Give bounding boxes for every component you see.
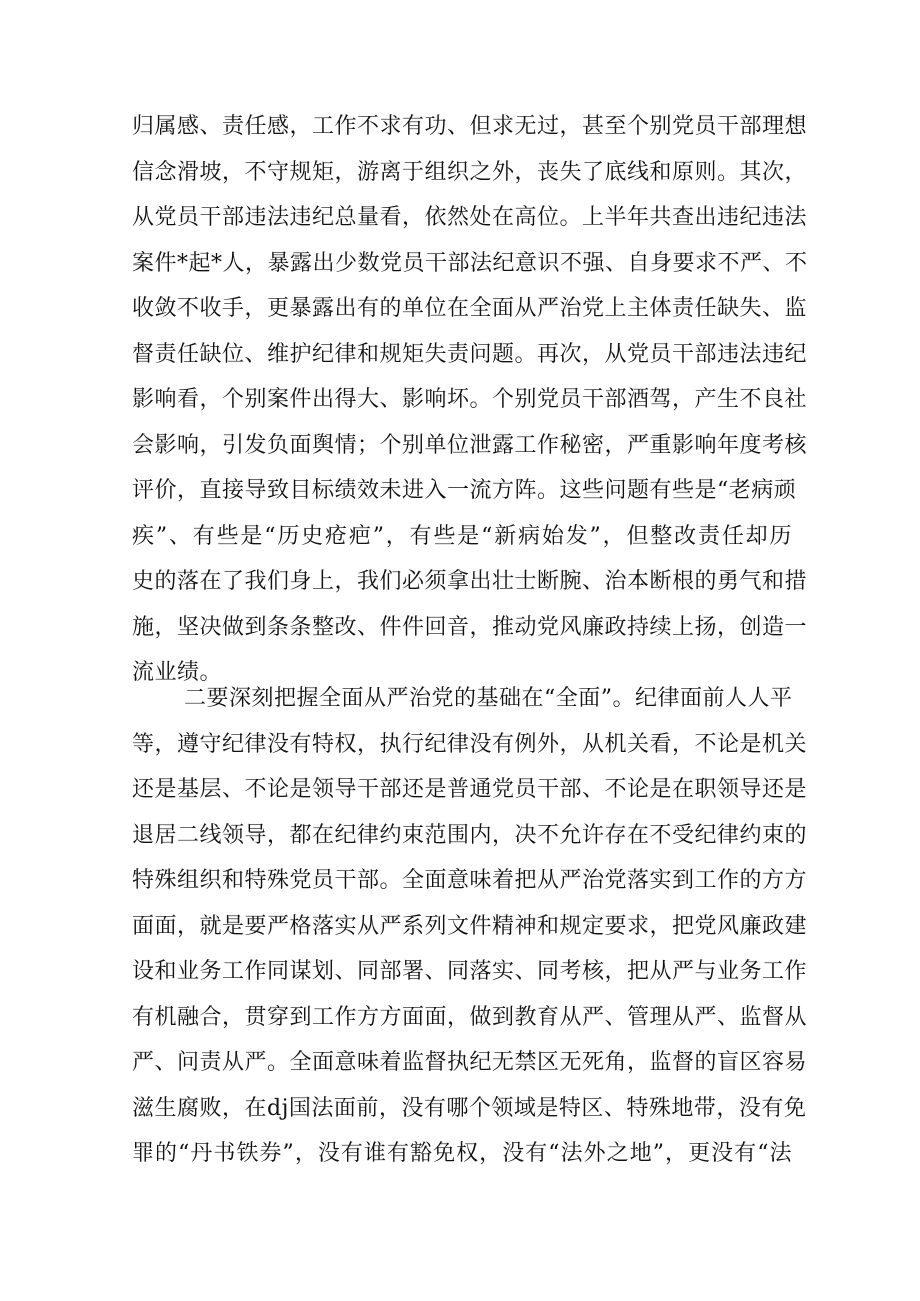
paragraph-line: 评价，直接导致目标绩效未进入一流方阵。这些问题有些是“老病顽 — [132, 478, 797, 503]
paragraph-line: 严、问责从严。全面意味着监督执纪无禁区无死角，监督的盲区容易 — [132, 1050, 808, 1075]
paragraph-line: 特殊组织和特殊党员干部。全面意味着把从严治党落实到工作的方方 — [132, 868, 808, 893]
paragraph-line: 罪的“丹书铁券”，没有谁有豁免权，没有“法外之地”，更没有“法 — [132, 1141, 792, 1166]
paragraph-line: 收敛不收手，更暴露出有的单位在全面从严治党上主体责任缺失、监 — [132, 296, 808, 321]
paragraph-line: 影响看，个别案件出得大、影响坏。个别党员干部酒驾，产生不良社 — [132, 387, 808, 412]
paragraph-line: 从党员干部违法违纪总量看，依然处在高位。上半年共查出违纪违法 — [132, 205, 808, 230]
paragraph-line: 信念滑坡，不守规矩，游离于组织之外，丧失了底线和原则。其次， — [132, 159, 808, 185]
paragraph-line: 施，坚决做到条条整改、件件回音，推动党风廉政持续上扬，创造一 — [132, 614, 808, 640]
paragraph-line: 二要深刻把握全面从严治党的基础在“全面”。纪律面前人人平 — [184, 686, 793, 711]
paragraph-line: 退居二线领导，都在纪律约束范围内，决不允许存在不受纪律约束的 — [132, 822, 808, 848]
paragraph-2 — [132, 676, 808, 1177]
paragraph-line: 还是基层、不论是领导干部还是普通党员干部、不论是在职领导还是 — [132, 777, 808, 802]
paragraph-line: 滋生腐败，在dj国法面前，没有哪个领域是特区、特殊地带，没有免 — [132, 1095, 807, 1121]
paragraph-line: 案件*起*人，暴露出少数党员干部法纪意识不强、自身要求不严、不 — [132, 250, 808, 276]
paragraph-line: 等，遵守纪律没有特权，执行纪律没有例外，从机关看，不论是机关 — [132, 731, 808, 757]
paragraph-line: 归属感、责任感，工作不求有功、但求无过，甚至个别党员干部理想 — [132, 114, 808, 139]
paragraph-line: 史的落在了我们身上，我们必须拿出壮士断腕、治本断根的勇气和措 — [132, 569, 808, 594]
paragraph-line: 会影响，引发负面舆情；个别单位泄露工作秘密，严重影响年度考核 — [132, 432, 808, 458]
paragraph-line: 流业绩。 — [132, 660, 223, 685]
paragraph-line: 设和业务工作同谋划、同部署、同落实、同考核，把从严与业务工作 — [132, 959, 808, 984]
paragraph-line: 疾”、有些是“历史疮疤”，有些是“新病始发”，但整改责任却历 — [132, 523, 792, 549]
paragraph-1 — [132, 104, 808, 696]
paragraph-line: 有机融合，贯穿到工作方方面面，做到教育从严、管理从严、监督从 — [132, 1004, 808, 1030]
paragraph-line: 督责任缺位、维护纪律和规矩失责问题。再次，从党员干部违法违纪 — [132, 341, 808, 367]
paragraph-line: 面面，就是要严格落实从严系列文件精神和规定要求，把党风廉政建 — [132, 913, 808, 939]
